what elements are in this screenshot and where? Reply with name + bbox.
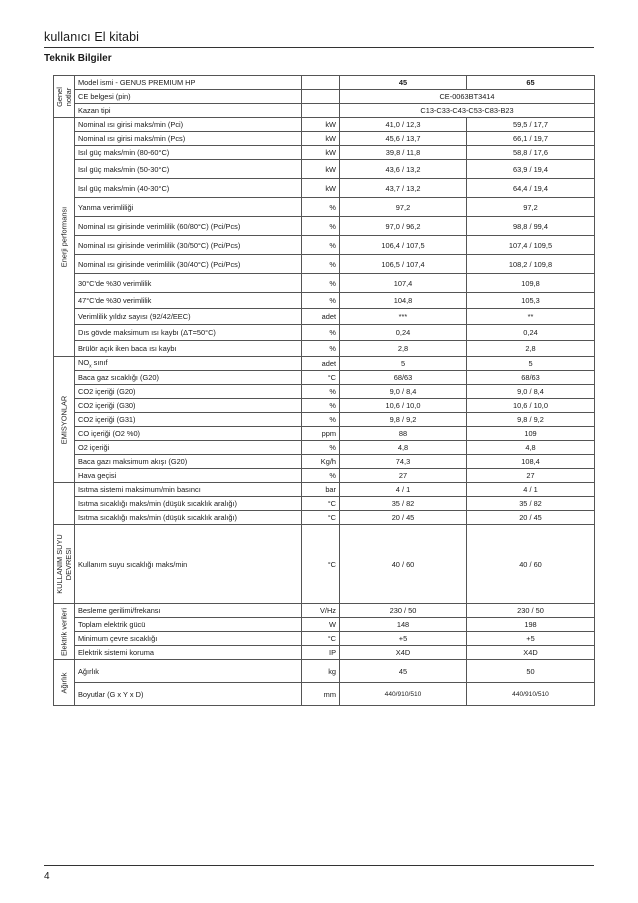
row-unit: % — [302, 385, 340, 399]
row-unit: adet — [302, 357, 340, 371]
row-value-45: 10,6 / 10,0 — [340, 399, 467, 413]
row-label: Yanma verimliliği — [75, 198, 302, 217]
model-45-header: 45 — [340, 76, 467, 90]
row-value-45: 45 — [340, 660, 467, 683]
row-unit: °C — [302, 632, 340, 646]
group-label-enerji: Enerji performansı — [54, 118, 75, 357]
row-value-45: 5 — [340, 357, 467, 371]
row-label: $NO_x$ sınıf — [75, 357, 302, 371]
row-value-65: 40 / 60 — [467, 525, 595, 604]
row-value-45: X4D — [340, 646, 467, 660]
row-label: CE belgesi (pin) — [75, 90, 302, 104]
row-unit: W — [302, 618, 340, 632]
page-number: 4 — [44, 871, 50, 882]
row-value-45: 27 — [340, 469, 467, 483]
row-label: Isıtma sıcaklığı maks/min (düşük sıcaklık aralığı) — [75, 511, 302, 525]
row-value-45: 9,0 / 8,4 — [340, 385, 467, 399]
row-unit: Kg/h — [302, 455, 340, 469]
row-unit: % — [302, 441, 340, 455]
table-row — [54, 274, 595, 293]
table-row — [54, 604, 595, 618]
row-label: Minimum çevre sıcaklığı — [75, 632, 302, 646]
row-unit: °C — [302, 511, 340, 525]
row-value-65: 109 — [467, 427, 595, 441]
row-value-45: 9,8 / 9,2 — [340, 413, 467, 427]
row-unit: adet — [302, 309, 340, 325]
row-unit: % — [302, 217, 340, 236]
row-value-65: 10,6 / 10,0 — [467, 399, 595, 413]
table-row — [54, 118, 595, 132]
row-unit: bar — [302, 483, 340, 497]
row-unit: kW — [302, 118, 340, 132]
row-value-65: 63,9 / 19,4 — [467, 160, 595, 179]
table-row — [54, 371, 595, 385]
row-value-65: 109,8 — [467, 274, 595, 293]
row-value-45: 104,8 — [340, 293, 467, 309]
row-label: Besleme gerilimi/frekansı — [75, 604, 302, 618]
table-row — [54, 325, 595, 341]
table-row — [54, 255, 595, 274]
row-value-65: 20 / 45 — [467, 511, 595, 525]
row-value-65: X4D — [467, 646, 595, 660]
row-label: CO2 içeriği (G30) — [75, 399, 302, 413]
row-label: Isıtma sıcaklığı maks/min (düşük sıcaklık aralığı) — [75, 497, 302, 511]
row-unit: °C — [302, 371, 340, 385]
group-label-agirlik: Ağırlık — [54, 660, 75, 706]
row-value-65: 4,8 — [467, 441, 595, 455]
row-value-45: 20 / 45 — [340, 511, 467, 525]
row-label: Isıl güç maks/min (50-30°C) — [75, 160, 302, 179]
row-value-45: 43,6 / 13,2 — [340, 160, 467, 179]
row-label: Hava geçisi — [75, 469, 302, 483]
table-row — [54, 179, 595, 198]
table-row — [54, 511, 595, 525]
row-value-45: 74,3 — [340, 455, 467, 469]
table-row — [54, 455, 595, 469]
table-row — [54, 497, 595, 511]
table-row — [54, 660, 595, 683]
row-value-45: 40 / 60 — [340, 525, 467, 604]
row-value-45: +5 — [340, 632, 467, 646]
row-value-45: 148 — [340, 618, 467, 632]
row-label: 47°C'de %30 verimlilik — [75, 293, 302, 309]
table-row — [54, 357, 595, 371]
group-label-elektrik: Elektrik verileri — [54, 604, 75, 660]
table-row — [54, 236, 595, 255]
row-unit: V/Hz — [302, 604, 340, 618]
table-row — [54, 399, 595, 413]
row-value-65: 108,4 — [467, 455, 595, 469]
table-row — [54, 341, 595, 357]
row-value-45: 440/910/510 — [340, 683, 467, 706]
row-value: CE-0063BT3414 — [340, 90, 595, 104]
row-unit: % — [302, 469, 340, 483]
row-unit: % — [302, 293, 340, 309]
table-row — [54, 441, 595, 455]
row-unit: % — [302, 236, 340, 255]
row-value-65: 2,8 — [467, 341, 595, 357]
table-row — [54, 146, 595, 160]
row-label: Kazan tipi — [75, 104, 302, 118]
row-value-45: 2,8 — [340, 341, 467, 357]
table-row — [54, 427, 595, 441]
row-label: Kullanım suyu sıcaklığı maks/min — [75, 525, 302, 604]
row-value-45: 106,4 / 107,5 — [340, 236, 467, 255]
table-row — [54, 217, 595, 236]
row-unit: % — [302, 341, 340, 357]
row-unit: % — [302, 198, 340, 217]
table-row — [54, 469, 595, 483]
row-value-65: 5 — [467, 357, 595, 371]
row-label: Nominal ısı girisinde verimlilik (30/50°C) (Pci/Pcs) — [75, 236, 302, 255]
row-unit: kW — [302, 179, 340, 198]
row-value-65: 0,24 — [467, 325, 595, 341]
row-value-65: 105,3 — [467, 293, 595, 309]
row-label: O2 içeriği — [75, 441, 302, 455]
row-unit: °C — [302, 497, 340, 511]
row-label: Nominal ısı girisinde verimlilik (60/80°C) (Pci/Pcs) — [75, 217, 302, 236]
row-unit: ppm — [302, 427, 340, 441]
row-value-65: 97,2 — [467, 198, 595, 217]
row-value-65: 98,8 / 99,4 — [467, 217, 595, 236]
table-row — [54, 309, 595, 325]
row-unit: kW — [302, 132, 340, 146]
row-label: Toplam elektrik gücü — [75, 618, 302, 632]
row-value-45: 88 — [340, 427, 467, 441]
table-row — [54, 385, 595, 399]
row-value-45: 97,2 — [340, 198, 467, 217]
row-value-65: 108,2 / 109,8 — [467, 255, 595, 274]
row-unit: kW — [302, 146, 340, 160]
row-unit: % — [302, 255, 340, 274]
row-unit: % — [302, 325, 340, 341]
row-value-65: 58,8 / 17,6 — [467, 146, 595, 160]
table-row — [54, 632, 595, 646]
row-value-45: 45,6 / 13,7 — [340, 132, 467, 146]
row-unit: kg — [302, 660, 340, 683]
row-value-65: 27 — [467, 469, 595, 483]
row-value-65: 35 / 82 — [467, 497, 595, 511]
document-header-title: kullanıcı El kitabi — [44, 30, 139, 44]
row-label: Baca gazı maksimum akışı (G20) — [75, 455, 302, 469]
row-value: C13-C33-C43-C53-C83-B23 — [340, 104, 595, 118]
row-label: CO2 içeriği (G31) — [75, 413, 302, 427]
row-label: Dıs gövde maksimum ısı kaybı (ΔT=50°C) — [75, 325, 302, 341]
table-row — [54, 483, 595, 497]
row-label: Model ismi - GENUS PREMIUM HP — [75, 76, 302, 90]
row-value-65: 66,1 / 19,7 — [467, 132, 595, 146]
row-value-65: 230 / 50 — [467, 604, 595, 618]
spec-table — [53, 75, 595, 706]
table-row — [54, 293, 595, 309]
row-value-65: 107,4 / 109,5 — [467, 236, 595, 255]
table-row — [54, 525, 595, 604]
row-label: Nominal ısı girisi maks/min (Pcs) — [75, 132, 302, 146]
header-divider — [44, 47, 594, 48]
row-label: CO içeriği (O2 %0) — [75, 427, 302, 441]
row-value-45: 4,8 — [340, 441, 467, 455]
row-value-45: 107,4 — [340, 274, 467, 293]
table-row — [54, 90, 595, 104]
row-label: CO2 içeriği (G20) — [75, 385, 302, 399]
section-title: Teknik Bilgiler — [44, 53, 112, 64]
table-row — [54, 618, 595, 632]
row-value-65: ** — [467, 309, 595, 325]
table-row — [54, 76, 595, 90]
table-row — [54, 104, 595, 118]
row-value-45: 39,8 / 11,8 — [340, 146, 467, 160]
row-value-65: +5 — [467, 632, 595, 646]
table-row — [54, 132, 595, 146]
row-value-45: 106,5 / 107,4 — [340, 255, 467, 274]
model-65-header: 65 — [467, 76, 595, 90]
row-label: Nominal ısı girisi maks/min (Pci) — [75, 118, 302, 132]
row-value-65: 4 / 1 — [467, 483, 595, 497]
row-unit: mm — [302, 683, 340, 706]
row-value-65: 68/63 — [467, 371, 595, 385]
group-label-emisyon: EMISYONLAR — [54, 357, 75, 483]
row-value-45: 230 / 50 — [340, 604, 467, 618]
row-unit: % — [302, 413, 340, 427]
row-unit: % — [302, 274, 340, 293]
row-unit: % — [302, 399, 340, 413]
row-value-45: 97,0 / 96,2 — [340, 217, 467, 236]
table-row — [54, 683, 595, 706]
row-value-65: 440/910/510 — [467, 683, 595, 706]
row-value-45: 0,24 — [340, 325, 467, 341]
group-label-kullanim: KULLANIM SUYU DEVRESI — [54, 525, 75, 604]
row-label: Baca gaz sıcaklığı (G20) — [75, 371, 302, 385]
row-value-45: 41,0 / 12,3 — [340, 118, 467, 132]
row-value-65: 64,4 / 19,4 — [467, 179, 595, 198]
table-row — [54, 160, 595, 179]
row-value-45: 35 / 82 — [340, 497, 467, 511]
row-label: 30°C'de %30 verimlilik — [75, 274, 302, 293]
row-value-45: 43,7 / 13,2 — [340, 179, 467, 198]
row-value-45: *** — [340, 309, 467, 325]
row-unit: IP — [302, 646, 340, 660]
row-label: Verimlilik yıldız sayısı (92/42/EEC) — [75, 309, 302, 325]
footer-divider — [44, 865, 594, 866]
row-label: Isıl güç maks/min (40-30°C) — [75, 179, 302, 198]
row-unit: °C — [302, 525, 340, 604]
row-value-65: 9,8 / 9,2 — [467, 413, 595, 427]
row-label: Isıtma sistemi maksimum/min basıncı — [75, 483, 302, 497]
row-label: Isıl güç maks/min (80-60°C) — [75, 146, 302, 160]
table-row — [54, 413, 595, 427]
row-label: Ağırlık — [75, 660, 302, 683]
row-value-45: 68/63 — [340, 371, 467, 385]
row-label: Brülör açık iken baca ısı kaybı — [75, 341, 302, 357]
row-value-65: 59,5 / 17,7 — [467, 118, 595, 132]
row-label: Boyutlar (G x Y x D) — [75, 683, 302, 706]
table-row — [54, 646, 595, 660]
row-value-65: 50 — [467, 660, 595, 683]
row-value-45: 4 / 1 — [340, 483, 467, 497]
table-row — [54, 198, 595, 217]
row-value-65: 198 — [467, 618, 595, 632]
row-label: Elektrik sistemi koruma — [75, 646, 302, 660]
row-value-65: 9,0 / 8,4 — [467, 385, 595, 399]
row-label: Nominal ısı girisinde verimlilik (30/40°C) (Pci/Pcs) — [75, 255, 302, 274]
row-unit: kW — [302, 160, 340, 179]
group-label-genel: Genel notlar — [54, 76, 75, 118]
